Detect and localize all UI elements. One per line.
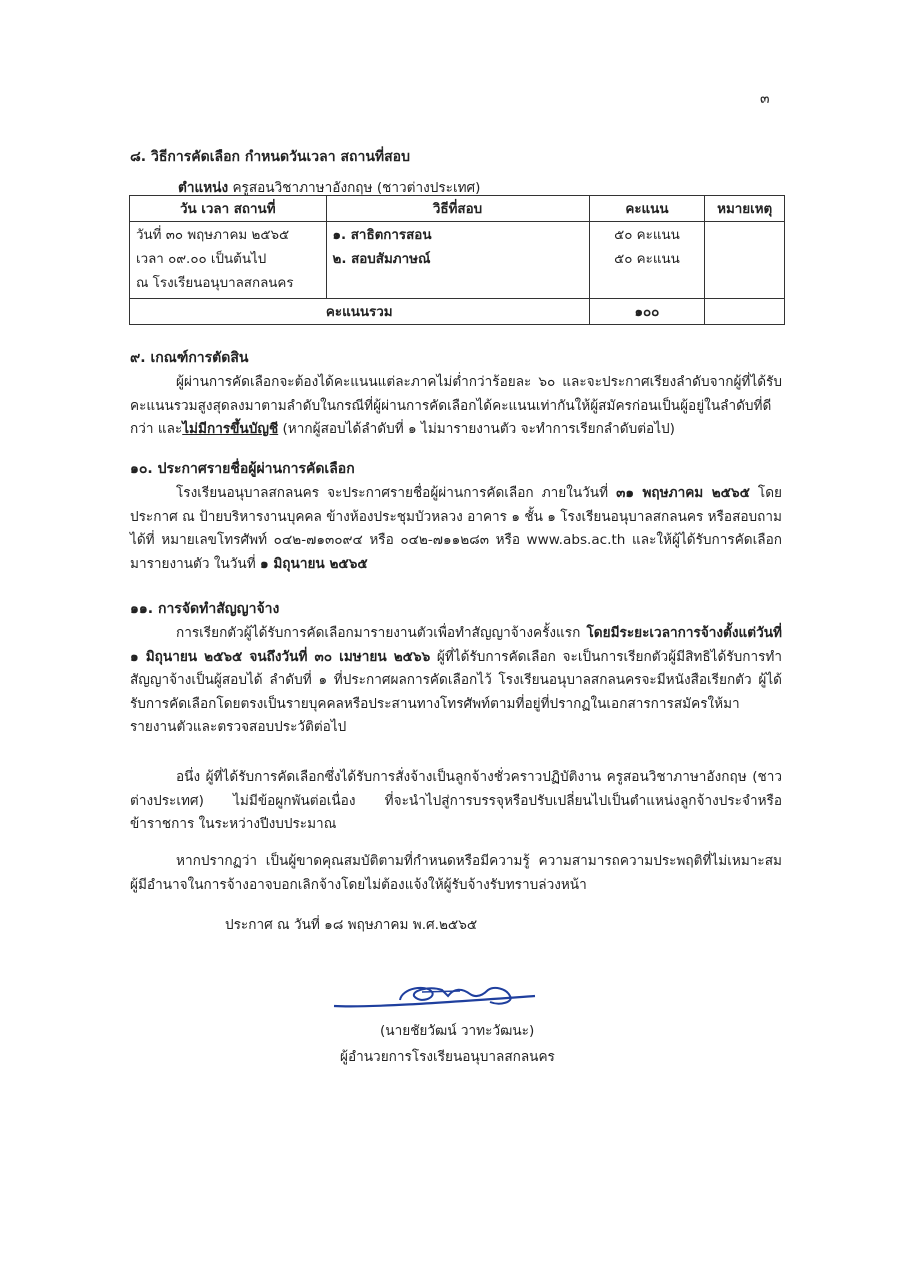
- position-value: ครูสอนวิชาภาษาอังกฤษ (ชาวต่างประเทศ): [228, 180, 481, 196]
- section-9-title: ๙. เกณฑ์การตัดสิน: [130, 350, 249, 366]
- table-cell-date: [130, 222, 327, 299]
- table-cell-score: [589, 222, 705, 299]
- table-row: [130, 222, 785, 299]
- section-11-text-a: การเรียกตัวผู้ได้รับการคัดเลือกมารายงานตัวเพื่อทำสัญญาจ้างครั้งแรก: [176, 625, 587, 641]
- contract-period: โดยมีระยะเวลาการจ้างตั้งแต่วันที่ ๑ มิถุนายน ๒๕๖๕ จนถึงวันที่ ๓๐ เมษายน ๒๕๖๖: [130, 625, 782, 665]
- total-note: [705, 299, 785, 325]
- table-cell-note: [705, 222, 785, 299]
- no-waiting-list: ไม่มีการขึ้นบัญชี: [182, 421, 279, 437]
- total-value: ๑๐๐: [589, 299, 705, 325]
- announcement-date: ประกาศ ณ วันที่ ๑๘ พฤษภาคม พ.ศ.๒๕๖๕: [225, 917, 478, 933]
- section-8-title: ๘. วิธีการคัดเลือก กำหนดวันเวลา สถานที่สอบ: [130, 149, 410, 165]
- score-2: ๕๐ คะแนน: [614, 252, 680, 267]
- section-11-title: ๑๑. การจัดทำสัญญาจ้าง: [130, 601, 280, 617]
- section-11-text: [130, 622, 782, 740]
- signature-image: [330, 978, 550, 1018]
- table-cell-method: [326, 222, 589, 299]
- announce-date: ๓๑ พฤษภาคม ๒๕๖๕: [616, 485, 750, 501]
- table-header-date: วัน เวลา สถานที่: [130, 196, 327, 222]
- total-label: คะแนนรวม: [130, 299, 590, 325]
- time-line: เวลา ๐๙.๐๐ เป็นต้นไป: [136, 252, 267, 267]
- section-10-text-b: โดยประกาศ ณ ป้ายบริหารงานบุคคล ข้างห้องประชุมบัวหลวง อาคาร ๑ ชั้น ๑ โรงเรียนอนุบาลสกลนคร หรือสอบถามได้ที่ หมายเลขโทรศัพท์ ๐๔๒-๗๑๓๐๙๔ หรือ ๐๔๒-๗๑๑๒๘๓ หรือ www.abs.ac.th และให้ผู้ได้รับการคัดเลือกมารายงานตัว ในวันที่: [130, 485, 782, 572]
- method-1: ๑. สาธิตการสอน: [332, 228, 432, 243]
- section-11-para-2-text: อนึ่ง ผู้ที่ได้รับการคัดเลือกซึ่งได้รับการสั่งจ้างเป็นลูกจ้างชั่วคราวปฏิบัติงาน ครูสอนวิชาภาษาอังกฤษ (ชาวต่างประเทศ) ไม่มีข้อผูกพันต่อเนื่อง ที่จะนำไปสู่การบรรจุหรือปรับเปลี่ยนไปเป็นตำแหน่งลูกจ้างประจำหรือข้าราชการ ในระหว่างปีงบประมาณ: [130, 769, 782, 832]
- method-2: ๒. สอบสัมภาษณ์: [332, 252, 431, 267]
- section-10-title: ๑๐. ประกาศรายชื่อผู้ผ่านการคัดเลือก: [130, 461, 355, 477]
- section-10-text-a: โรงเรียนอนุบาลสกลนคร จะประกาศรายชื่อผู้ผ่านการคัดเลือก ภายในวันที่: [176, 485, 617, 501]
- page-number: ๓: [760, 91, 770, 107]
- place-line: ณ โรงเรียนอนุบาลสกลนคร: [136, 276, 294, 291]
- signer-name: (นายชัยวัฒน์ วาทะวัฒนะ): [380, 1023, 535, 1039]
- report-date: ๑ มิถุนายน ๒๕๖๕: [259, 555, 368, 572]
- section-10-text: [130, 482, 782, 576]
- section-9-text: [130, 371, 782, 442]
- exam-schedule-table: [129, 195, 785, 325]
- section-11-para-2: [130, 766, 782, 837]
- table-header-score: คะแนน: [589, 196, 705, 222]
- score-1: ๕๐ คะแนน: [614, 228, 680, 243]
- table-header-note: หมายเหตุ: [705, 196, 785, 222]
- position-label: ตำแหน่ง: [178, 180, 229, 196]
- signer-title: ผู้อำนวยการโรงเรียนอนุบาลสกลนคร: [340, 1049, 555, 1065]
- table-total-row: [130, 299, 785, 325]
- section-11-text-b: ผู้ที่ได้รับการคัดเลือก จะเป็นการเรียกตัวผู้มีสิทธิได้รับการทำสัญญาจ้างเป็นผู้สอบได้ ลำดับที่ ๑ ที่ประกาศผลการคัดเลือกไว้ โรงเรียนอนุบาลสกลนครจะมีหนังสือเรียกตัว ผู้ได้รับการคัดเลือกโดยตรงเป็นรายบุคคลหรือประสานทางโทรศัพท์ตามที่อยู่ที่ปรากฏในเอกสารการสมัครให้มารายงานตัวและตรวจสอบประวัติต่อไป: [130, 648, 782, 735]
- date-line: วันที่ ๓๐ พฤษภาคม ๒๕๖๕: [136, 228, 290, 243]
- section-11-para-3: [130, 850, 782, 897]
- section-9-text-a: ผู้ผ่านการคัดเลือกจะต้องได้คะแนนแต่ละภาคไม่ต่ำกว่าร้อยละ ๖๐ และจะประกาศเรียงลำดับจากผู้ที่ได้รับคะแนนรวมสูงสุดลงมาตามลำดับในกรณีที่ผู้ผ่านการคัดเลือกได้คะแนนเท่ากันให้ผู้สมัครก่อนเป็นผู้อยู่ในลำดับที่ดีกว่า และ: [130, 374, 782, 437]
- table-header-method: วิธีที่สอบ: [326, 196, 589, 222]
- section-11-para-3-text: หากปรากฏว่า เป็นผู้ขาดคุณสมบัติตามที่กำหนดหรือมีความรู้ ความสามารถความประพฤติที่ไม่เหมาะสม ผู้มีอำนาจในการจ้างอาจบอกเลิกจ้างโดยไม่ต้องแจ้งให้ผู้รับจ้างรับทราบล่วงหน้า: [130, 853, 782, 893]
- section-9-text-b: (หากผู้สอบได้ลำดับที่ ๑ ไม่มารายงานตัว จะทำการเรียกลำดับต่อไป): [278, 421, 675, 437]
- table-header-row: [130, 196, 785, 222]
